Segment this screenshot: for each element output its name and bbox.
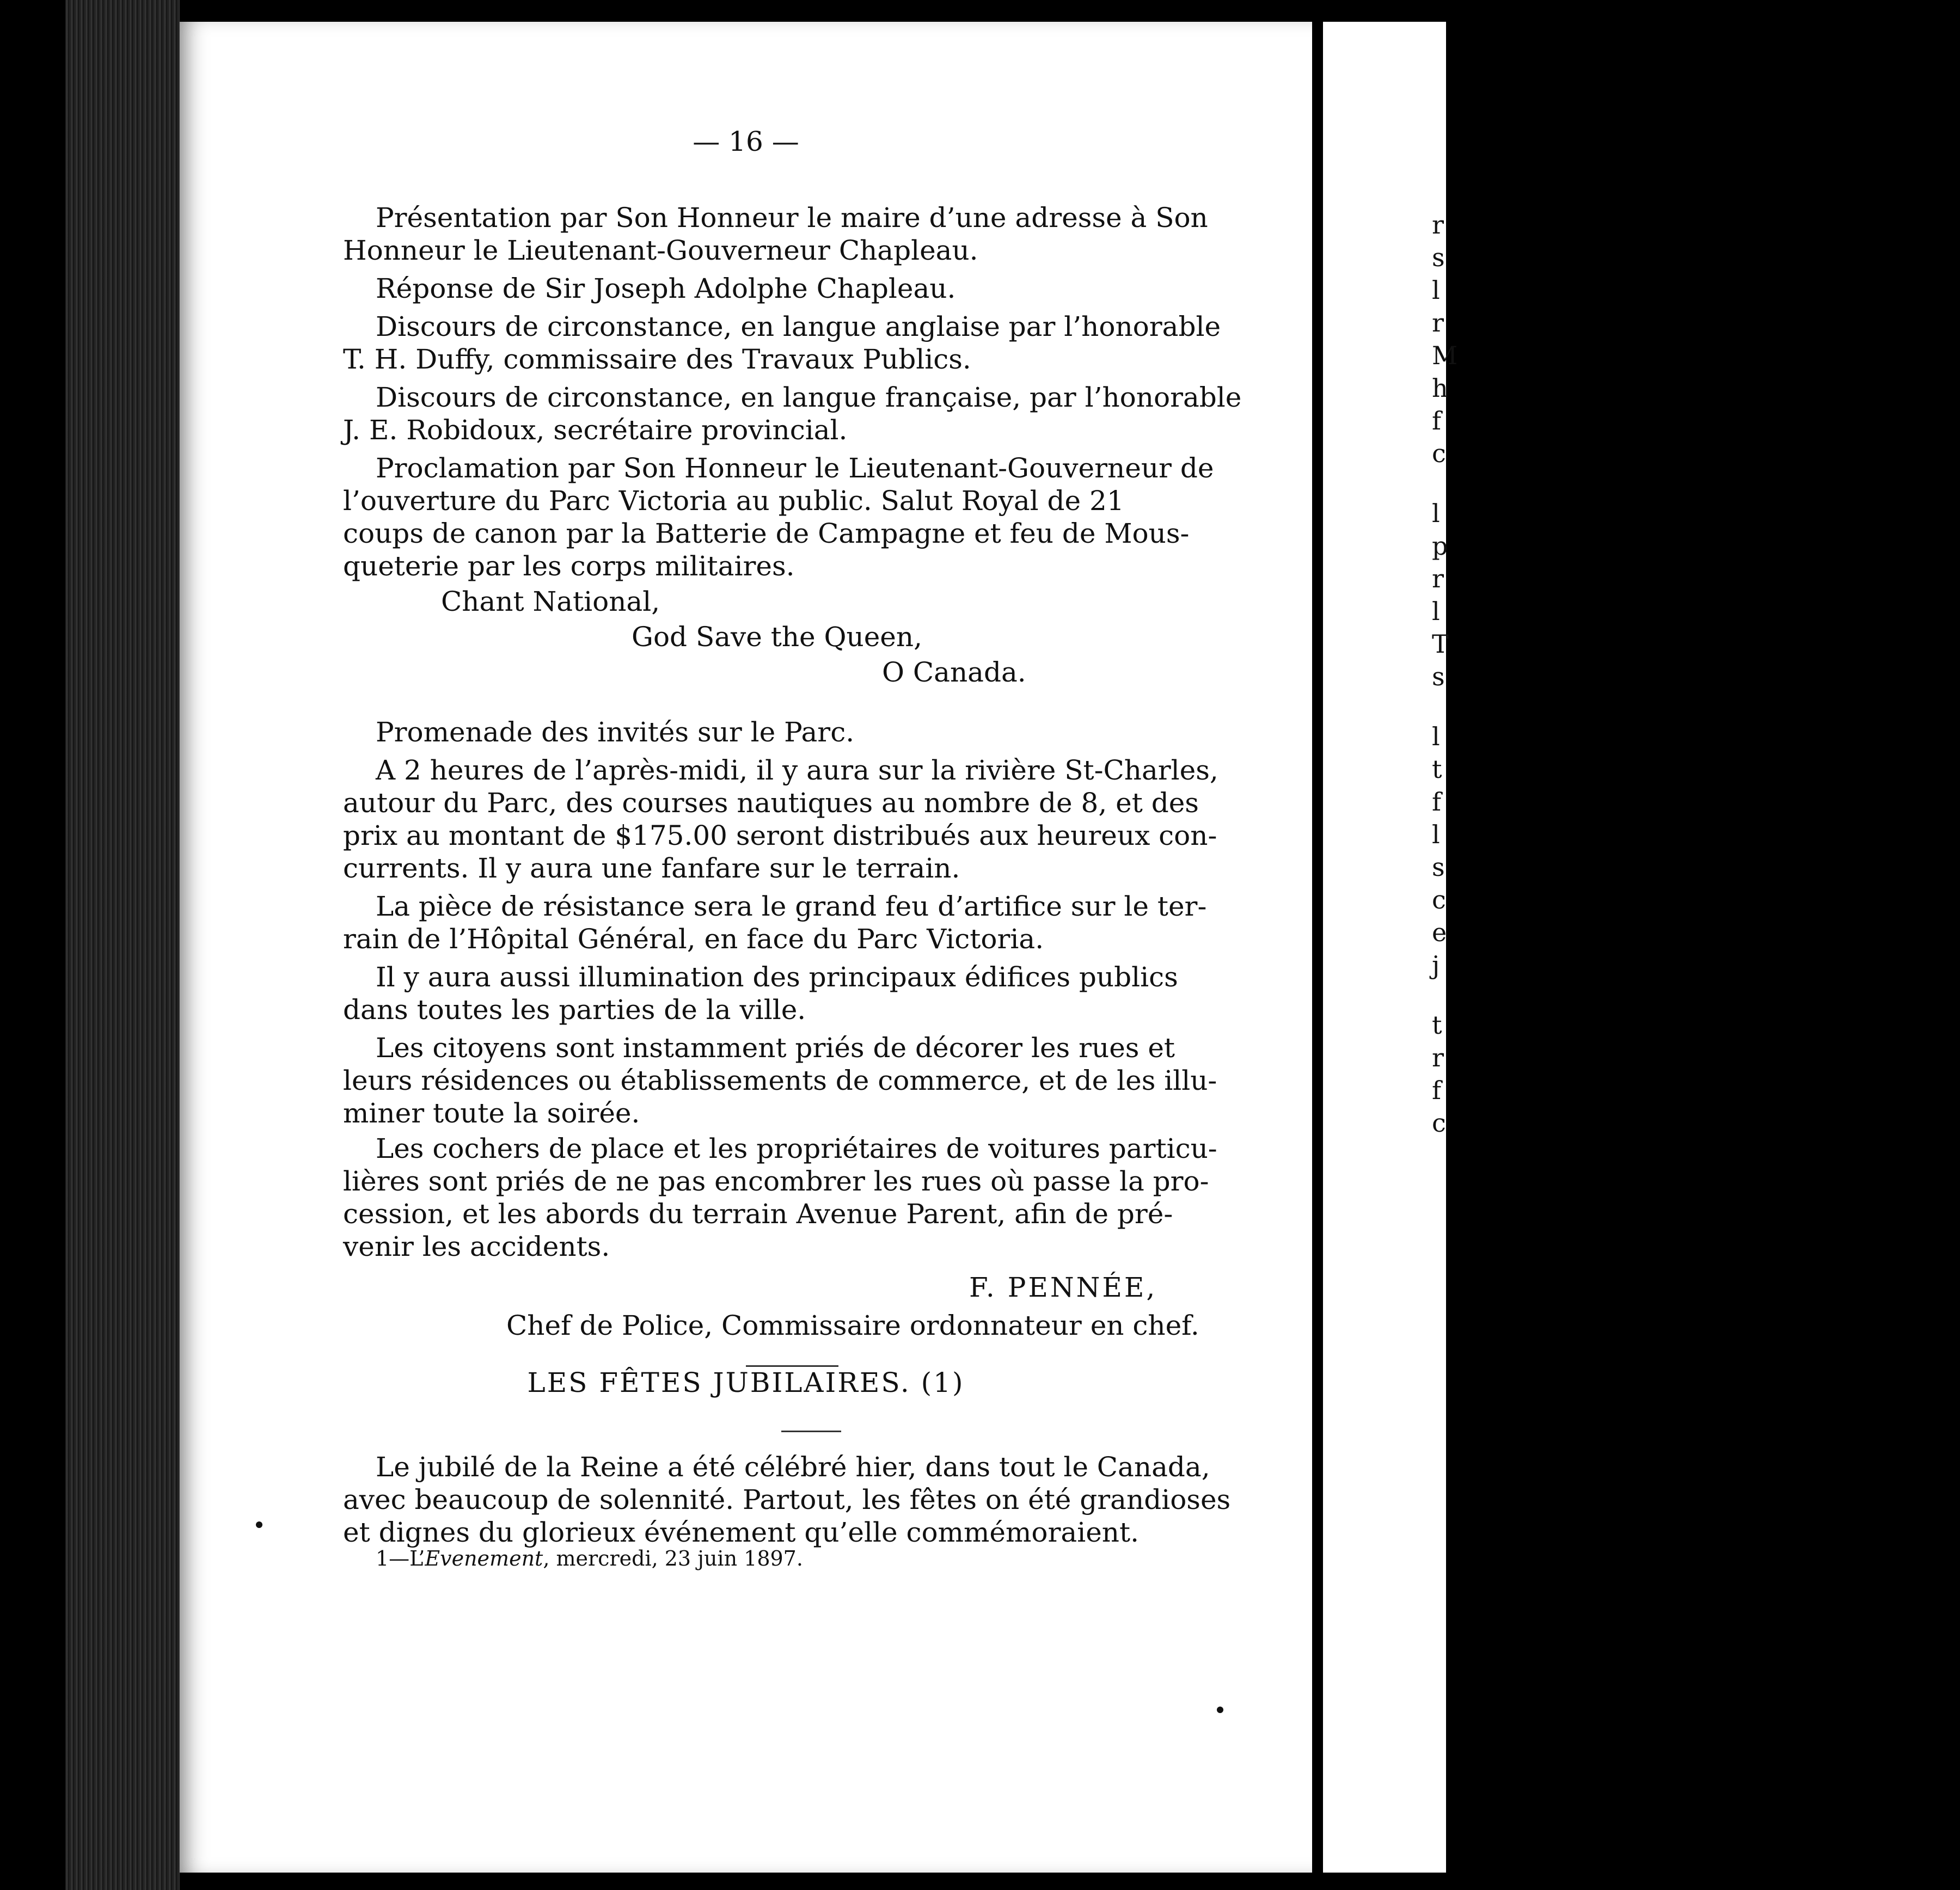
fragment-letter: c: [1432, 439, 1446, 468]
fragment-letter: r: [1432, 564, 1444, 593]
fragment-letter: e: [1432, 918, 1447, 947]
text-line: lières sont priés de ne pas encombrer les rues où passe la pro-: [343, 1165, 1209, 1197]
text-line: Proclamation par Son Honneur le Lieutenant-Gouverneur de: [376, 452, 1214, 484]
fragment-letter: l: [1432, 722, 1440, 751]
fragment-letter: r: [1432, 308, 1444, 338]
text-line: La pièce de résistance sera le grand feu d’artifice sur le ter-: [376, 891, 1207, 922]
fragment-letter: t: [1432, 754, 1442, 784]
text-line: Discours de circonstance, en langue française, par l’honorable: [376, 382, 1242, 413]
fragment-letter: s: [1432, 852, 1445, 882]
fragment-letter: l: [1432, 820, 1440, 849]
page-content: [180, 22, 1312, 1873]
fragment-letter: l: [1432, 275, 1440, 305]
paragraph-citoyens: [343, 1032, 1421, 1130]
text-line: rain de l’Hôpital Général, en face du Parc Victoria.: [343, 923, 1044, 955]
fragment-letter: c: [1432, 1108, 1446, 1138]
god-save-the-queen: [632, 621, 1710, 653]
text-line: Le jubilé de la Reine a été célébré hier, dans tout le Canada,: [376, 1451, 1210, 1483]
document-page: [180, 22, 1312, 1873]
fragment-letter: s: [1432, 662, 1445, 691]
paragraph-courses-nautiques: [343, 754, 1421, 885]
text-line: cession, et les abords du terrain Avenue Parent, afin de pré-: [343, 1198, 1173, 1230]
paragraph-discours-francais: [343, 381, 1421, 446]
paragraph-promenade: [343, 716, 1421, 748]
footnote-source: Evenement: [425, 1547, 543, 1570]
text-line: l’ouverture du Parc Victoria au public. Salut Royal de 21: [343, 485, 1124, 517]
text-line: Présentation par Son Honneur le maire d’une adresse à Son: [376, 202, 1208, 234]
divider-rule-short: [781, 1431, 841, 1432]
footnote: [376, 1546, 1247, 1571]
footnote-date: , mercredi, 23 juin 1897.: [543, 1547, 803, 1570]
text-line: Chant National,: [441, 586, 660, 617]
fragment-letter: c: [1432, 885, 1446, 915]
text-line: Promenade des invités sur le Parc.: [376, 716, 855, 748]
signature-title: Chef de Police, Commissaire ordonnateur en chef.: [506, 1310, 1199, 1341]
paragraph-reponse: [343, 272, 1421, 305]
text-line: autour du Parc, des courses nautiques au nombre de 8, et des: [343, 787, 1199, 819]
text-line: Les citoyens sont instamment priés de décorer les rues et: [376, 1032, 1175, 1064]
fragment-letter: r: [1432, 210, 1444, 240]
section-body: [343, 1451, 1421, 1549]
text-line: O Canada.: [882, 656, 1026, 688]
text-line: God Save the Queen,: [632, 621, 922, 653]
fragment-letter: r: [1432, 1043, 1444, 1072]
text-line: J. E. Robidoux, secrétaire provincial.: [343, 414, 848, 446]
text-line: dans toutes les parties de la ville.: [343, 994, 806, 1026]
fragment-letter: T: [1432, 629, 1449, 659]
paragraph-feu-artifice: [343, 890, 1421, 955]
text-line: Réponse de Sir Joseph Adolphe Chapleau.: [376, 273, 956, 304]
text-line: Honneur le Lieutenant-Gouverneur Chapleau.: [343, 235, 978, 266]
text-line: avec beaucoup de solennité. Partout, les fêtes on été grandioses: [343, 1484, 1231, 1515]
paragraph-cochers: [343, 1132, 1421, 1263]
fragment-letter: f: [1432, 406, 1442, 435]
adjacent-page-fragment: [1323, 22, 1458, 1873]
text-line: A 2 heures de l’après-midi, il y aura sur la rivière St-Charles,: [376, 754, 1218, 786]
book-page-edges: [65, 0, 180, 1890]
text-line: venir les accidents.: [343, 1231, 610, 1262]
fragment-letter: f: [1432, 787, 1442, 817]
page-gutter: [1312, 0, 1323, 1890]
text-line: currents. Il y aura une fanfare sur le terrain.: [343, 852, 960, 884]
fragment-letter: l: [1432, 597, 1440, 626]
paragraph-presentation: [343, 201, 1421, 267]
fragment-letter: h: [1432, 373, 1448, 403]
text-line: Les cochers de place et les propriétaires de voitures particu-: [376, 1133, 1217, 1164]
paragraph-proclamation: [343, 452, 1421, 582]
fragment-letter: M: [1432, 341, 1458, 370]
signature-name: F. PENNÉE,: [969, 1272, 1157, 1303]
footnote-prefix: 1—L’: [376, 1547, 425, 1570]
fragment-letter: j: [1432, 950, 1440, 980]
text-line: leurs résidences ou établissements de commerce, et de les illu-: [343, 1065, 1217, 1096]
ink-speck: [256, 1521, 262, 1528]
text-line: et dignes du glorieux événement qu’elle commémoraient.: [343, 1517, 1139, 1548]
fragment-letter: s: [1432, 243, 1445, 272]
text-line: prix au montant de $175.00 seront distribués aux heureux con-: [343, 820, 1217, 851]
fragment-letter: t: [1432, 1010, 1442, 1040]
paragraph-illumination: [343, 961, 1421, 1026]
text-line: Il y aura aussi illumination des principaux édifices publics: [376, 961, 1178, 993]
paragraph-discours-anglais: [343, 310, 1421, 376]
section-title: LES FÊTES JUBILAIRES. (1): [527, 1367, 965, 1398]
fragment-letter: f: [1432, 1076, 1442, 1105]
text-line: miner toute la soirée.: [343, 1097, 640, 1129]
text-line: T. H. Duffy, commissaire des Travaux Publics.: [343, 343, 971, 375]
text-line: queterie par les corps militaires.: [343, 550, 795, 582]
fragment-letter: l: [1432, 499, 1440, 528]
ink-speck: [1217, 1707, 1223, 1713]
fragment-letter: p: [1432, 531, 1448, 561]
text-line: Discours de circonstance, en langue anglaise par l’honorable: [376, 311, 1221, 342]
page-number: — 16 —: [693, 126, 799, 157]
text-line: coups de canon par la Batterie de Campagne et feu de Mous-: [343, 518, 1190, 549]
